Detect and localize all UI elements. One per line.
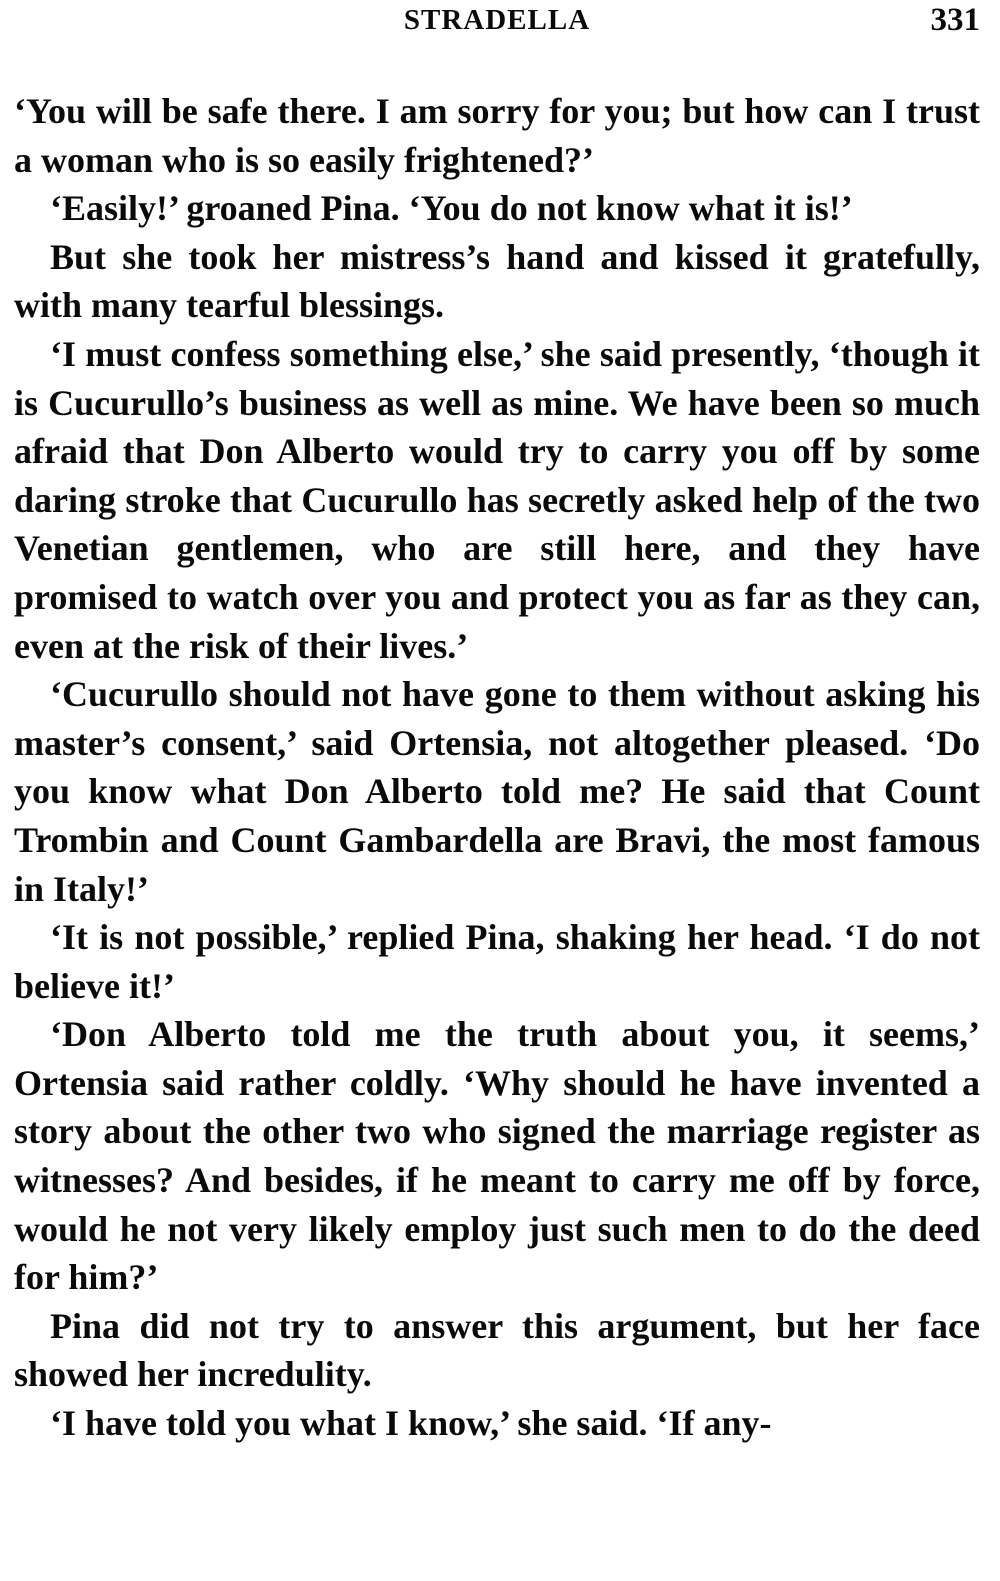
paragraph: But she took her mistress’s hand and kissed it gratefully, with many tearful blessings. xyxy=(14,236,980,326)
paragraph: ‘Easily!’ groaned Pina. ‘You do not know what it is!’ xyxy=(50,188,853,229)
body-text xyxy=(14,87,980,1448)
paragraph: ‘You will be safe there. I am sorry for you; but how can I trust a woman who is so easily frightened?’ xyxy=(14,91,980,180)
running-head: STRADELLA xyxy=(403,4,591,36)
paragraph: ‘Don Alberto told me the truth about you, it seems,’ Ortensia said rather coldly. ‘Why should he have invented a story about the other two who signed the marriage register as witnesses? And besides, if he meant to carry me off by force, would he not very likely employ just such men to do the deed for him?’ xyxy=(14,1014,980,1298)
paragraph: ‘Cucurullo should not have gone to them without asking his master’s consent,’ said Ortensia, not altogether pleased. ‘Do you know what Don Alberto told me? He said that Count Trombin and Count Gambardella are Bravi, the most famous in Italy!’ xyxy=(14,674,980,909)
paragraph: ‘I have told you what I know,’ she said. ‘If any- xyxy=(50,1403,772,1444)
paragraph: ‘It is not possible,’ replied Pina, shaking her head. ‘I do not believe it!’ xyxy=(14,917,980,1006)
paragraph: ‘I must confess something else,’ she said presently, ‘though it is Cucurullo’s business as well as mine. We have been so much afraid that Don Alberto would try to carry you off by some daring stroke that Cucurullo has secretly asked help of the two Venetian gentlemen, who are still here, and they have promised to watch over you and protect you as far as they can, even at the risk of their lives.’ xyxy=(14,333,980,666)
book-page xyxy=(14,0,980,1448)
page-header xyxy=(14,0,980,52)
page-number: 331 xyxy=(930,2,980,38)
paragraph: Pina did not try to answer this argument, but her face showed her incredulity. xyxy=(14,1305,980,1395)
